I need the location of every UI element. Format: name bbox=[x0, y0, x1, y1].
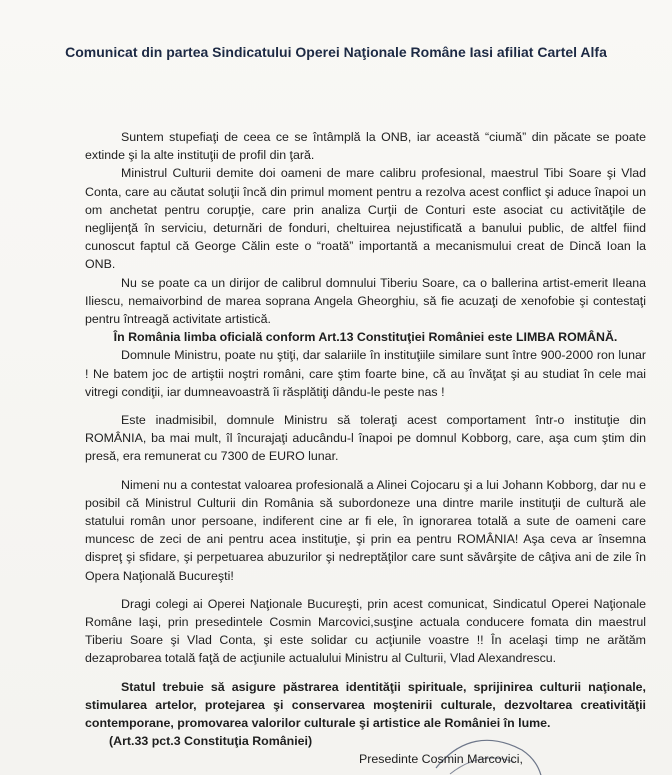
paragraph-conductor: Nu se poate ca un dirijor de calibrul domnului Tiberiu Soare, ca o ballerina artist-emerit Ileana Iliescu, nemaivorbind de marea soprana Angela Gheorghiu, să fie acuzaţi de xenofobie şi contestaţi pentru întreagă activitate artistică. bbox=[85, 275, 646, 327]
paragraph-nobody-contested: Nimeni nu a contestat valoarea profesională a Alinei Cojocaru şi a lui Johann Kobborg, dar nu e posibil că Ministrul Culturii din România să subordoneze una dintre marile instituţii de cultură ale statului român unor persoane, indiferent cine ar fi ele, în ignorarea totală a sute de oameni care muncesc de zeci de ani pentru acea instituţie, şi prin ea pentru ROMÂNIA! Aşa ceva ar însemna dispreţ şi sfidare, şi perpetuarea abuzurilor şi nedreptăţilor care sunt săvârşite de câţiva ani de zile în Opera Naţională Bucureşti! bbox=[85, 477, 646, 583]
constitution-reference: (Art.33 pct.3 Constituţia României) bbox=[109, 734, 313, 749]
paragraph-dear-colleagues: Dragi colegi ai Operei Naţionale Bucureşti, prin acest comunicat, Sindicatul Operei Naţionale Române Iaşi, prin presedintele Cosmin Marcovici,susţine actuala conducere fomata din maestrul Tiberiu Soare şi Vlad Conta, şi este solidar cu acţiunile voastre !! În acelaşi timp ne arătăm dezaprobarea totală faţă de acţiunile actualului Ministru al Culturii, Vlad Alexandrescu. bbox=[85, 596, 646, 666]
paragraph-inadmissible: Este inadmisibil, domnule Ministru să toleraţi acest comportament într-o instituţie din ROMÂNIA, ba mai mult, îl încurajaţi aducându-l înapoi pe domnul Kobborg, care, aşa cum ştim din presă, era remunerat cu 7300 de EURO lunar. bbox=[85, 413, 646, 464]
paragraph-state-duty: Statul trebuie să asigure păstrarea identităţii spirituale, sprijinirea culturii naţionale, stimularea artelor, protejarea şi conservarea moştenirii culturale, dezvoltarea creativităţii contemporane, promovarea valorilor culturale şi artistice ale României în lume. bbox=[85, 679, 646, 731]
paragraph-official-language: În România limba oficială conform Art.13 Constituţiei României este LIMBA ROMÂNĂ. bbox=[113, 330, 618, 345]
document-title: Comunicat din partea Sindicatului Operei Naţionale Române Iasi afiliat Cartel Alfa bbox=[65, 44, 607, 60]
paragraph-salaries: Domnule Ministru, poate nu ştiţi, dar salariile în instituţiile similare sunt între 900-2000 ron lunar ! Ne batem joc de artiştii noştri români, care ştim foarte bine, că au învăţat şi au studiat în cele mai vitregi condiţii, iar dumneavoastră îi răsplătiţi dându-le peste nas ! bbox=[85, 348, 646, 399]
paragraph-intro: Suntem stupefiaţi de ceea ce se întâmplă la ONB, iar această “ciumă” din păcate se poate extinde şi la alte instituţii de profil din ţară. bbox=[85, 130, 646, 163]
paragraph-minister: Ministrul Culturii demite doi oameni de mare calibru profesional, maestrul Tibi Soare şi Vlad Conta, care au căutat soluţii încă din primul moment pentru a rezolva acest conflict şi aduce înapoi un om anchetat pentru corupţie, care prin analiza Curţii de Conturi este asociat cu activităţile de neglijenţă în serviciu, deturnări de fonduri, cheltuirea nejustificată a banului public, de altfel fiind cunoscut faptul că George Călin este o “roată” importantă a mecanismului creat de Dincă Ioan la ONB. bbox=[85, 166, 646, 272]
signature-line: Presedinte Cosmin Marcovici, bbox=[359, 752, 523, 766]
document-body bbox=[85, 128, 646, 751]
